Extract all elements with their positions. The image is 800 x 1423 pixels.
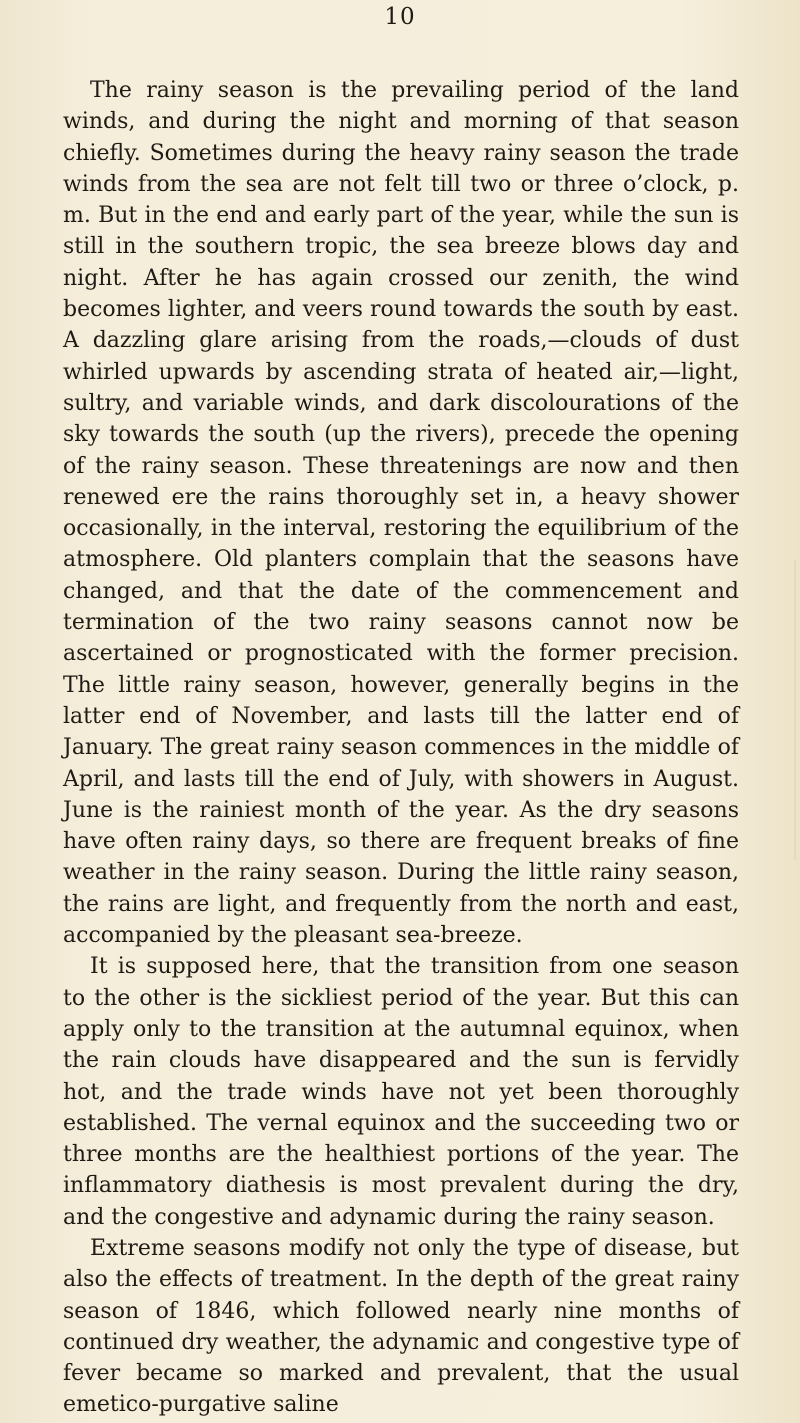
paragraph: Extreme seasons modify not only the type of disease, but also the effects of treatment. In the depth of the great rainy season of 1846, which followed nearly nine months of continued dry weather, the adynamic and congestive type of fever became so marked and prevalent, that the usual emetico-purgative saline <box>63 1235 739 1418</box>
page-edge-shadow <box>794 560 796 860</box>
body-text <box>63 75 739 1421</box>
paragraph: The rainy season is the prevailing period of the land winds, and during the night and morning of that season chiefly. Sometimes during the heavy rainy season the trade winds from the sea are not felt till two or three o’clock, p. m. But in the end and early part of the year, while the sun is still in the southern tropic, the sea breeze blows day and night. After he has again crossed our zenith, the wind becomes lighter, and veers round towards the south by east. A dazzling glare arising from the roads,—clouds of dust whirled upwards by ascending strata of heated air,—light, sultry, and variable winds, and dark discolourations of the sky towards the south (up the rivers), precede the opening of the rainy season. These threatenings are now and then renewed ere the rains thoroughly set in, a heavy shower occasionally, in the interval, restoring the equilibrium of the atmosphere. Old planters complain that the seasons have changed, and that the date of the commencement and termination of the two rainy seasons cannot now be ascertained or prognosticated with the former precision. The little rainy season, however, generally begins in the latter end of November, and lasts till the latter end of January. The great rainy season commences in the middle of April, and lasts till the end of July, with showers in August. June is the rainiest month of the year. As the dry seasons have often rainy days, so there are frequent breaks of fine weather in the rainy season. During the little rainy season, the rains are light, and frequently from the north and east, accompanied by the pleasant sea-breeze. <box>63 78 739 949</box>
page-number: 10 <box>384 4 416 30</box>
paragraph: It is supposed here, that the transition from one season to the other is the sickliest period of the year. But this can apply only to the transition at the autumnal equinox, when the rain clouds have disappeared and the sun is fervidly hot, and the trade winds have not yet been thoroughly established. The vernal equinox and the succeeding two or three months are the healthiest portions of the year. The inflammatory diathesis is most prevalent during the dry, and the congestive and adynamic during the rainy season. <box>63 954 739 1230</box>
